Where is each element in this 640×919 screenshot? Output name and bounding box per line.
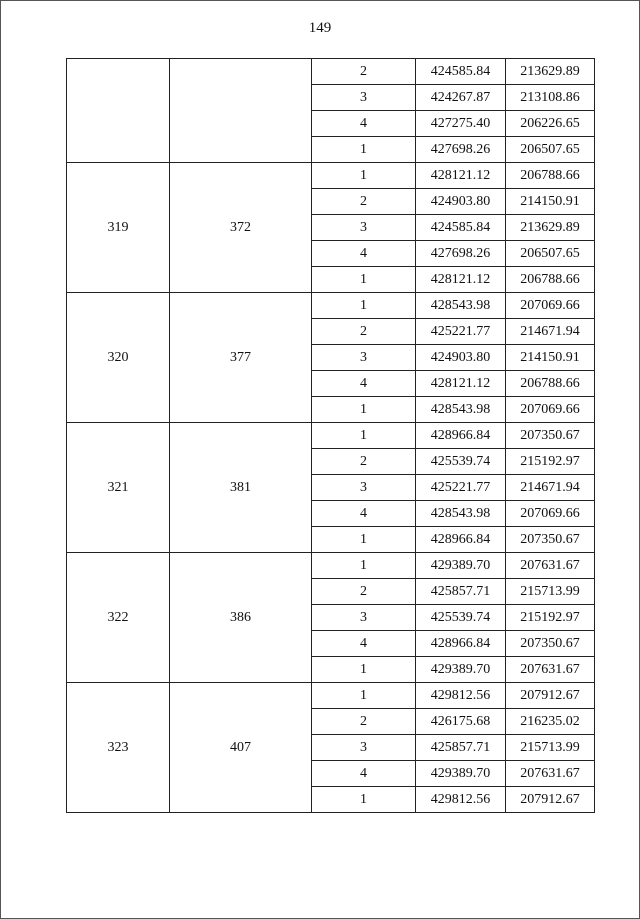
point-number-cell: 3 bbox=[312, 345, 416, 371]
point-number-cell: 3 bbox=[312, 215, 416, 241]
y-coordinate-cell: 213108.86 bbox=[506, 85, 595, 111]
point-number-cell: 1 bbox=[312, 397, 416, 423]
x-coordinate-cell: 425221.77 bbox=[416, 319, 506, 345]
point-number-cell: 1 bbox=[312, 423, 416, 449]
point-number-cell: 3 bbox=[312, 605, 416, 631]
point-number-cell: 4 bbox=[312, 241, 416, 267]
point-number-cell: 2 bbox=[312, 449, 416, 475]
x-coordinate-cell: 428543.98 bbox=[416, 501, 506, 527]
point-number-cell: 2 bbox=[312, 709, 416, 735]
table-row bbox=[67, 553, 595, 579]
x-coordinate-cell: 427698.26 bbox=[416, 241, 506, 267]
section-number-cell: 320 bbox=[67, 293, 170, 423]
y-coordinate-cell: 206788.66 bbox=[506, 371, 595, 397]
parcel-number-cell: 386 bbox=[170, 553, 312, 683]
point-number-cell: 1 bbox=[312, 787, 416, 813]
x-coordinate-cell: 425539.74 bbox=[416, 449, 506, 475]
x-coordinate-cell: 428966.84 bbox=[416, 631, 506, 657]
x-coordinate-cell: 425539.74 bbox=[416, 605, 506, 631]
point-number-cell: 2 bbox=[312, 59, 416, 85]
y-coordinate-cell: 214671.94 bbox=[506, 319, 595, 345]
y-coordinate-cell: 206226.65 bbox=[506, 111, 595, 137]
coordinates-table bbox=[66, 58, 595, 813]
x-coordinate-cell: 425857.71 bbox=[416, 735, 506, 761]
y-coordinate-cell: 207631.67 bbox=[506, 553, 595, 579]
x-coordinate-cell: 429389.70 bbox=[416, 761, 506, 787]
point-number-cell: 2 bbox=[312, 319, 416, 345]
y-coordinate-cell: 215192.97 bbox=[506, 605, 595, 631]
point-number-cell: 1 bbox=[312, 293, 416, 319]
parcel-number-cell: 407 bbox=[170, 683, 312, 813]
x-coordinate-cell: 427698.26 bbox=[416, 137, 506, 163]
y-coordinate-cell: 207631.67 bbox=[506, 761, 595, 787]
y-coordinate-cell: 206507.65 bbox=[506, 241, 595, 267]
section-number-cell: 322 bbox=[67, 553, 170, 683]
point-number-cell: 3 bbox=[312, 85, 416, 111]
x-coordinate-cell: 424585.84 bbox=[416, 59, 506, 85]
parcel-number-cell: 372 bbox=[170, 163, 312, 293]
y-coordinate-cell: 207069.66 bbox=[506, 501, 595, 527]
x-coordinate-cell: 425221.77 bbox=[416, 475, 506, 501]
x-coordinate-cell: 429389.70 bbox=[416, 657, 506, 683]
point-number-cell: 4 bbox=[312, 761, 416, 787]
y-coordinate-cell: 207350.67 bbox=[506, 527, 595, 553]
point-number-cell: 4 bbox=[312, 371, 416, 397]
section-number-cell bbox=[67, 59, 170, 163]
y-coordinate-cell: 215713.99 bbox=[506, 579, 595, 605]
point-number-cell: 1 bbox=[312, 553, 416, 579]
section-number-cell: 321 bbox=[67, 423, 170, 553]
table-row bbox=[67, 293, 595, 319]
point-number-cell: 3 bbox=[312, 475, 416, 501]
y-coordinate-cell: 207350.67 bbox=[506, 423, 595, 449]
table-row bbox=[67, 423, 595, 449]
table-row bbox=[67, 163, 595, 189]
x-coordinate-cell: 424267.87 bbox=[416, 85, 506, 111]
table-row bbox=[67, 59, 595, 85]
coordinates-table-body bbox=[67, 59, 595, 813]
point-number-cell: 1 bbox=[312, 683, 416, 709]
section-number-cell: 319 bbox=[67, 163, 170, 293]
x-coordinate-cell: 426175.68 bbox=[416, 709, 506, 735]
parcel-number-cell: 381 bbox=[170, 423, 312, 553]
point-number-cell: 4 bbox=[312, 111, 416, 137]
y-coordinate-cell: 207069.66 bbox=[506, 293, 595, 319]
parcel-number-cell: 377 bbox=[170, 293, 312, 423]
x-coordinate-cell: 425857.71 bbox=[416, 579, 506, 605]
y-coordinate-cell: 207069.66 bbox=[506, 397, 595, 423]
x-coordinate-cell: 428966.84 bbox=[416, 527, 506, 553]
x-coordinate-cell: 428543.98 bbox=[416, 397, 506, 423]
x-coordinate-cell: 428966.84 bbox=[416, 423, 506, 449]
y-coordinate-cell: 213629.89 bbox=[506, 59, 595, 85]
x-coordinate-cell: 428121.12 bbox=[416, 267, 506, 293]
y-coordinate-cell: 207631.67 bbox=[506, 657, 595, 683]
x-coordinate-cell: 424903.80 bbox=[416, 345, 506, 371]
y-coordinate-cell: 215192.97 bbox=[506, 449, 595, 475]
table-row bbox=[67, 683, 595, 709]
x-coordinate-cell: 429812.56 bbox=[416, 683, 506, 709]
point-number-cell: 4 bbox=[312, 501, 416, 527]
y-coordinate-cell: 215713.99 bbox=[506, 735, 595, 761]
point-number-cell: 4 bbox=[312, 631, 416, 657]
x-coordinate-cell: 424903.80 bbox=[416, 189, 506, 215]
section-number-cell: 323 bbox=[67, 683, 170, 813]
x-coordinate-cell: 428121.12 bbox=[416, 163, 506, 189]
point-number-cell: 1 bbox=[312, 137, 416, 163]
x-coordinate-cell: 428121.12 bbox=[416, 371, 506, 397]
page-number: 149 bbox=[308, 20, 332, 36]
y-coordinate-cell: 214150.91 bbox=[506, 345, 595, 371]
y-coordinate-cell: 213629.89 bbox=[506, 215, 595, 241]
x-coordinate-cell: 424585.84 bbox=[416, 215, 506, 241]
point-number-cell: 1 bbox=[312, 527, 416, 553]
point-number-cell: 2 bbox=[312, 189, 416, 215]
point-number-cell: 3 bbox=[312, 735, 416, 761]
point-number-cell: 1 bbox=[312, 163, 416, 189]
point-number-cell: 1 bbox=[312, 267, 416, 293]
y-coordinate-cell: 214150.91 bbox=[506, 189, 595, 215]
y-coordinate-cell: 206507.65 bbox=[506, 137, 595, 163]
y-coordinate-cell: 206788.66 bbox=[506, 163, 595, 189]
x-coordinate-cell: 428543.98 bbox=[416, 293, 506, 319]
y-coordinate-cell: 216235.02 bbox=[506, 709, 595, 735]
x-coordinate-cell: 429389.70 bbox=[416, 553, 506, 579]
x-coordinate-cell: 429812.56 bbox=[416, 787, 506, 813]
y-coordinate-cell: 207912.67 bbox=[506, 787, 595, 813]
y-coordinate-cell: 207912.67 bbox=[506, 683, 595, 709]
point-number-cell: 1 bbox=[312, 657, 416, 683]
point-number-cell: 2 bbox=[312, 579, 416, 605]
y-coordinate-cell: 207350.67 bbox=[506, 631, 595, 657]
y-coordinate-cell: 214671.94 bbox=[506, 475, 595, 501]
y-coordinate-cell: 206788.66 bbox=[506, 267, 595, 293]
parcel-number-cell bbox=[170, 59, 312, 163]
x-coordinate-cell: 427275.40 bbox=[416, 111, 506, 137]
